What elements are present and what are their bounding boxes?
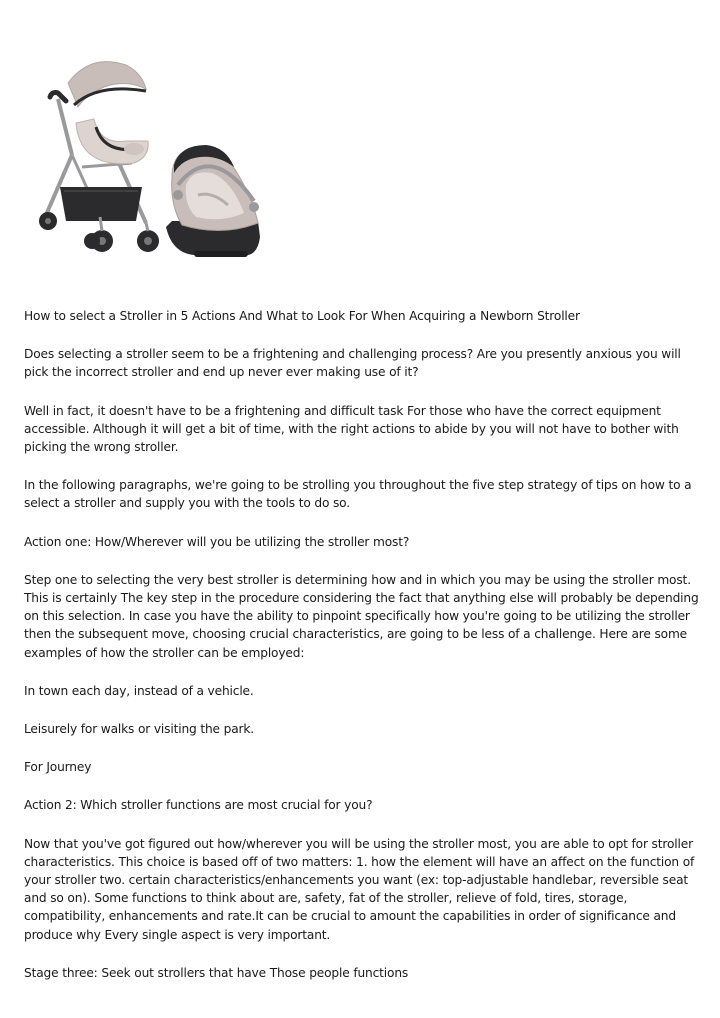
stroller-product-image (22, 45, 270, 293)
paragraph: In the following paragraphs, we're going to be strolling you throughout the five step strategy of tips on how to a select a stroller and supply you with the tools to do so. (24, 478, 692, 511)
stroller-frame (58, 99, 72, 155)
paragraph: Does selecting a stroller seem to be a frightening and challenging process? Are you presently anxious you will pick the incorrect stroller and end up never ever making use of it? (24, 347, 681, 380)
infant-car-seat (166, 145, 260, 257)
section-heading: Action one: How/Wherever will you be utilizing the stroller most? (24, 534, 410, 549)
paragraph: Now that you've got figured out how/wherever you will be using the stroller most, you are able to opt for stroller characteristics. This choice is based off of two matters: 1. how the element will have an affect on the function of your stroller two. certain characteristics/enhancements you want (ex: top-adjustable handlebar, reversible seat and so on). Some functions to think about are, safety, fat of the stroller, relieve of fold, tires, storage, compatibility, enhancements and rate.It can be crucial to amount the capabilities in order of significance and produce why Every single aspect is very important. (24, 836, 695, 942)
stroller-illustration (22, 45, 270, 293)
section-heading: Action 2: Which stroller functions are most crucial for you? (24, 798, 373, 813)
paragraph: Well in fact, it doesn't have to be a frightening and difficult task For those who have the correct equipment accessible. Although it will get a bit of time, with the right actions to abide by you will not have to bother with picking the wrong stroller. (24, 403, 679, 455)
list-item: For Journey (24, 760, 92, 775)
paragraph: Step one to selecting the very best stroller is determining how and in which you may be using the stroller most. This is certainly The key step in the procedure considering the fact that anything else will probably be depending on this selection. In case you have the ability to pinpoint specifically how you're going to be utilizing the stroller then the subsequent move, choosing crucial characteristics, are going to be less of a challenge. Here are some examples of how the stroller can be employed: (24, 572, 699, 660)
list-item: Leisurely for walks or visiting the park. (24, 722, 255, 737)
list-item: In town each day, instead of a vehicle. (24, 683, 254, 698)
article-title: How to select a Stroller in 5 Actions And What to Look For When Acquiring a Newborn Stroller (24, 309, 580, 323)
article-body (24, 307, 700, 1002)
stroller-basket (60, 187, 142, 221)
stroller-seat (76, 119, 148, 164)
section-heading: Stage three: Seek out strollers that have Those people functions (24, 965, 409, 980)
